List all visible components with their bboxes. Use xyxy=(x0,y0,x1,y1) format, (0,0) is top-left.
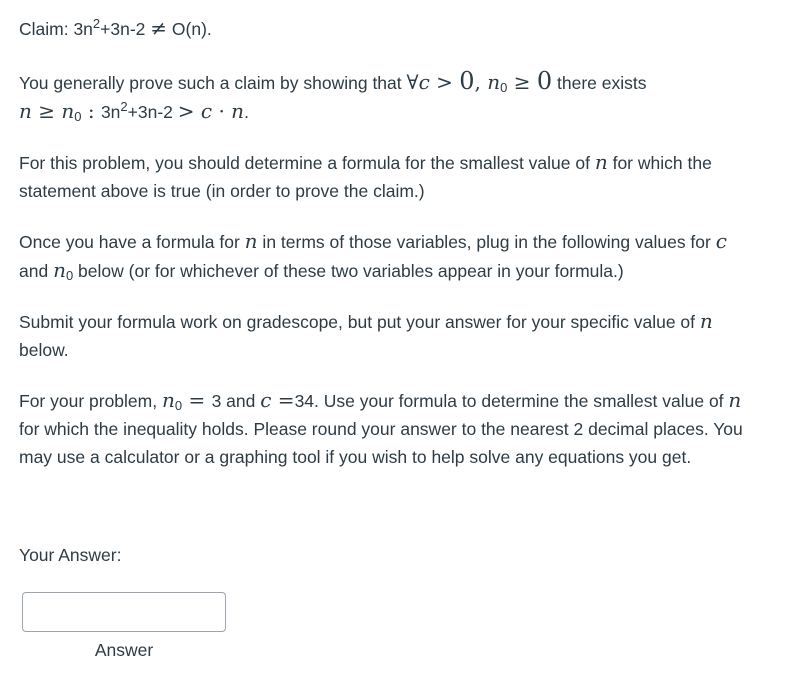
formula-text-mid: in terms of those variables, plug in the following values for xyxy=(257,232,716,252)
submit-text: Submit your formula work on gradescope, but put your answer for your specific value of xyxy=(19,312,700,332)
gt-symbol: > xyxy=(177,99,201,123)
c-value: 34 xyxy=(294,391,315,411)
geq-symbol: ≥ xyxy=(31,99,62,123)
math-c: c xyxy=(200,99,213,123)
claim-text-rest: +3n-2 xyxy=(100,19,151,39)
math-n0-subscript: 0 xyxy=(65,268,74,283)
claim-big-o: O(n). xyxy=(167,19,212,39)
math-n: n xyxy=(244,229,258,253)
formula-text: Once you have a formula for xyxy=(19,232,245,252)
formula-text-rest: below (or for whichever of these two variables appear in your formula.) xyxy=(73,261,624,281)
submit-text-rest: below. xyxy=(19,340,69,360)
question-content xyxy=(19,14,749,493)
math-n: n xyxy=(231,99,245,123)
period: . xyxy=(244,102,249,122)
math-zero: 0 xyxy=(536,67,553,95)
polynomial-text-rest: +3n-2 xyxy=(127,102,178,122)
math-comma: , xyxy=(474,70,488,94)
there-exists-text: there exists xyxy=(552,73,647,93)
answer-input[interactable] xyxy=(22,592,226,632)
math-n0-subscript: 0 xyxy=(500,80,508,95)
math-n0: n xyxy=(487,70,501,94)
colon-symbol: : xyxy=(81,99,101,123)
formula-and: and xyxy=(19,261,54,281)
problem-paragraph xyxy=(19,148,749,205)
math-n0: n xyxy=(53,258,66,282)
claim-statement xyxy=(19,14,749,43)
proof-method-paragraph xyxy=(19,67,749,126)
cdot-symbol: · xyxy=(212,99,232,123)
formula-paragraph xyxy=(19,227,749,285)
equals-symbol: = xyxy=(182,388,212,412)
proof-text: You generally prove such a claim by showing that xyxy=(19,73,407,93)
gt-symbol: > xyxy=(429,70,460,94)
specific-text-mid: . Use your formula to determine the smallest value of xyxy=(314,391,729,411)
claim-text: Claim: 3n xyxy=(19,19,93,39)
n0-value: 3 xyxy=(211,391,222,411)
math-c: c xyxy=(260,388,272,412)
answer-caption: Answer xyxy=(94,640,154,660)
problem-text: For this problem, you should determine a formula for the smallest value of xyxy=(19,153,595,173)
math-n0: n xyxy=(161,388,175,412)
math-zero: 0 xyxy=(459,67,475,95)
math-n: n xyxy=(19,99,32,123)
math-c: c xyxy=(418,70,430,94)
not-equal-symbol: ≠ xyxy=(150,16,168,40)
math-n0-subscript: 0 xyxy=(74,109,82,124)
math-n: n xyxy=(699,309,713,333)
forall-symbol: ∀ xyxy=(406,70,419,94)
math-c: c xyxy=(715,229,727,253)
submit-paragraph xyxy=(19,307,749,364)
math-n: n xyxy=(728,388,742,412)
equals-symbol: = xyxy=(271,388,295,412)
claim-exponent: 2 xyxy=(92,16,101,31)
specific-text: For your problem, xyxy=(19,391,162,411)
specific-and: and xyxy=(221,391,261,411)
polynomial-text: 3n xyxy=(100,102,121,122)
polynomial-exponent: 2 xyxy=(120,99,128,114)
specific-text-rest: for which the inequality holds. Please round your answer to the nearest 2 decimal places. You may use a calculator or a graphing tool if you wish to help solve any equations you get. xyxy=(19,419,743,467)
math-n: n xyxy=(594,150,608,174)
math-n0: n xyxy=(61,99,75,123)
problem-text-rest: for which the statement above is true (in order to prove the claim.) xyxy=(19,153,712,201)
math-n0-subscript: 0 xyxy=(174,398,183,413)
geq-symbol: ≥ xyxy=(507,70,537,94)
your-answer-label: Your Answer: xyxy=(19,545,122,565)
specific-values-paragraph xyxy=(19,386,749,471)
